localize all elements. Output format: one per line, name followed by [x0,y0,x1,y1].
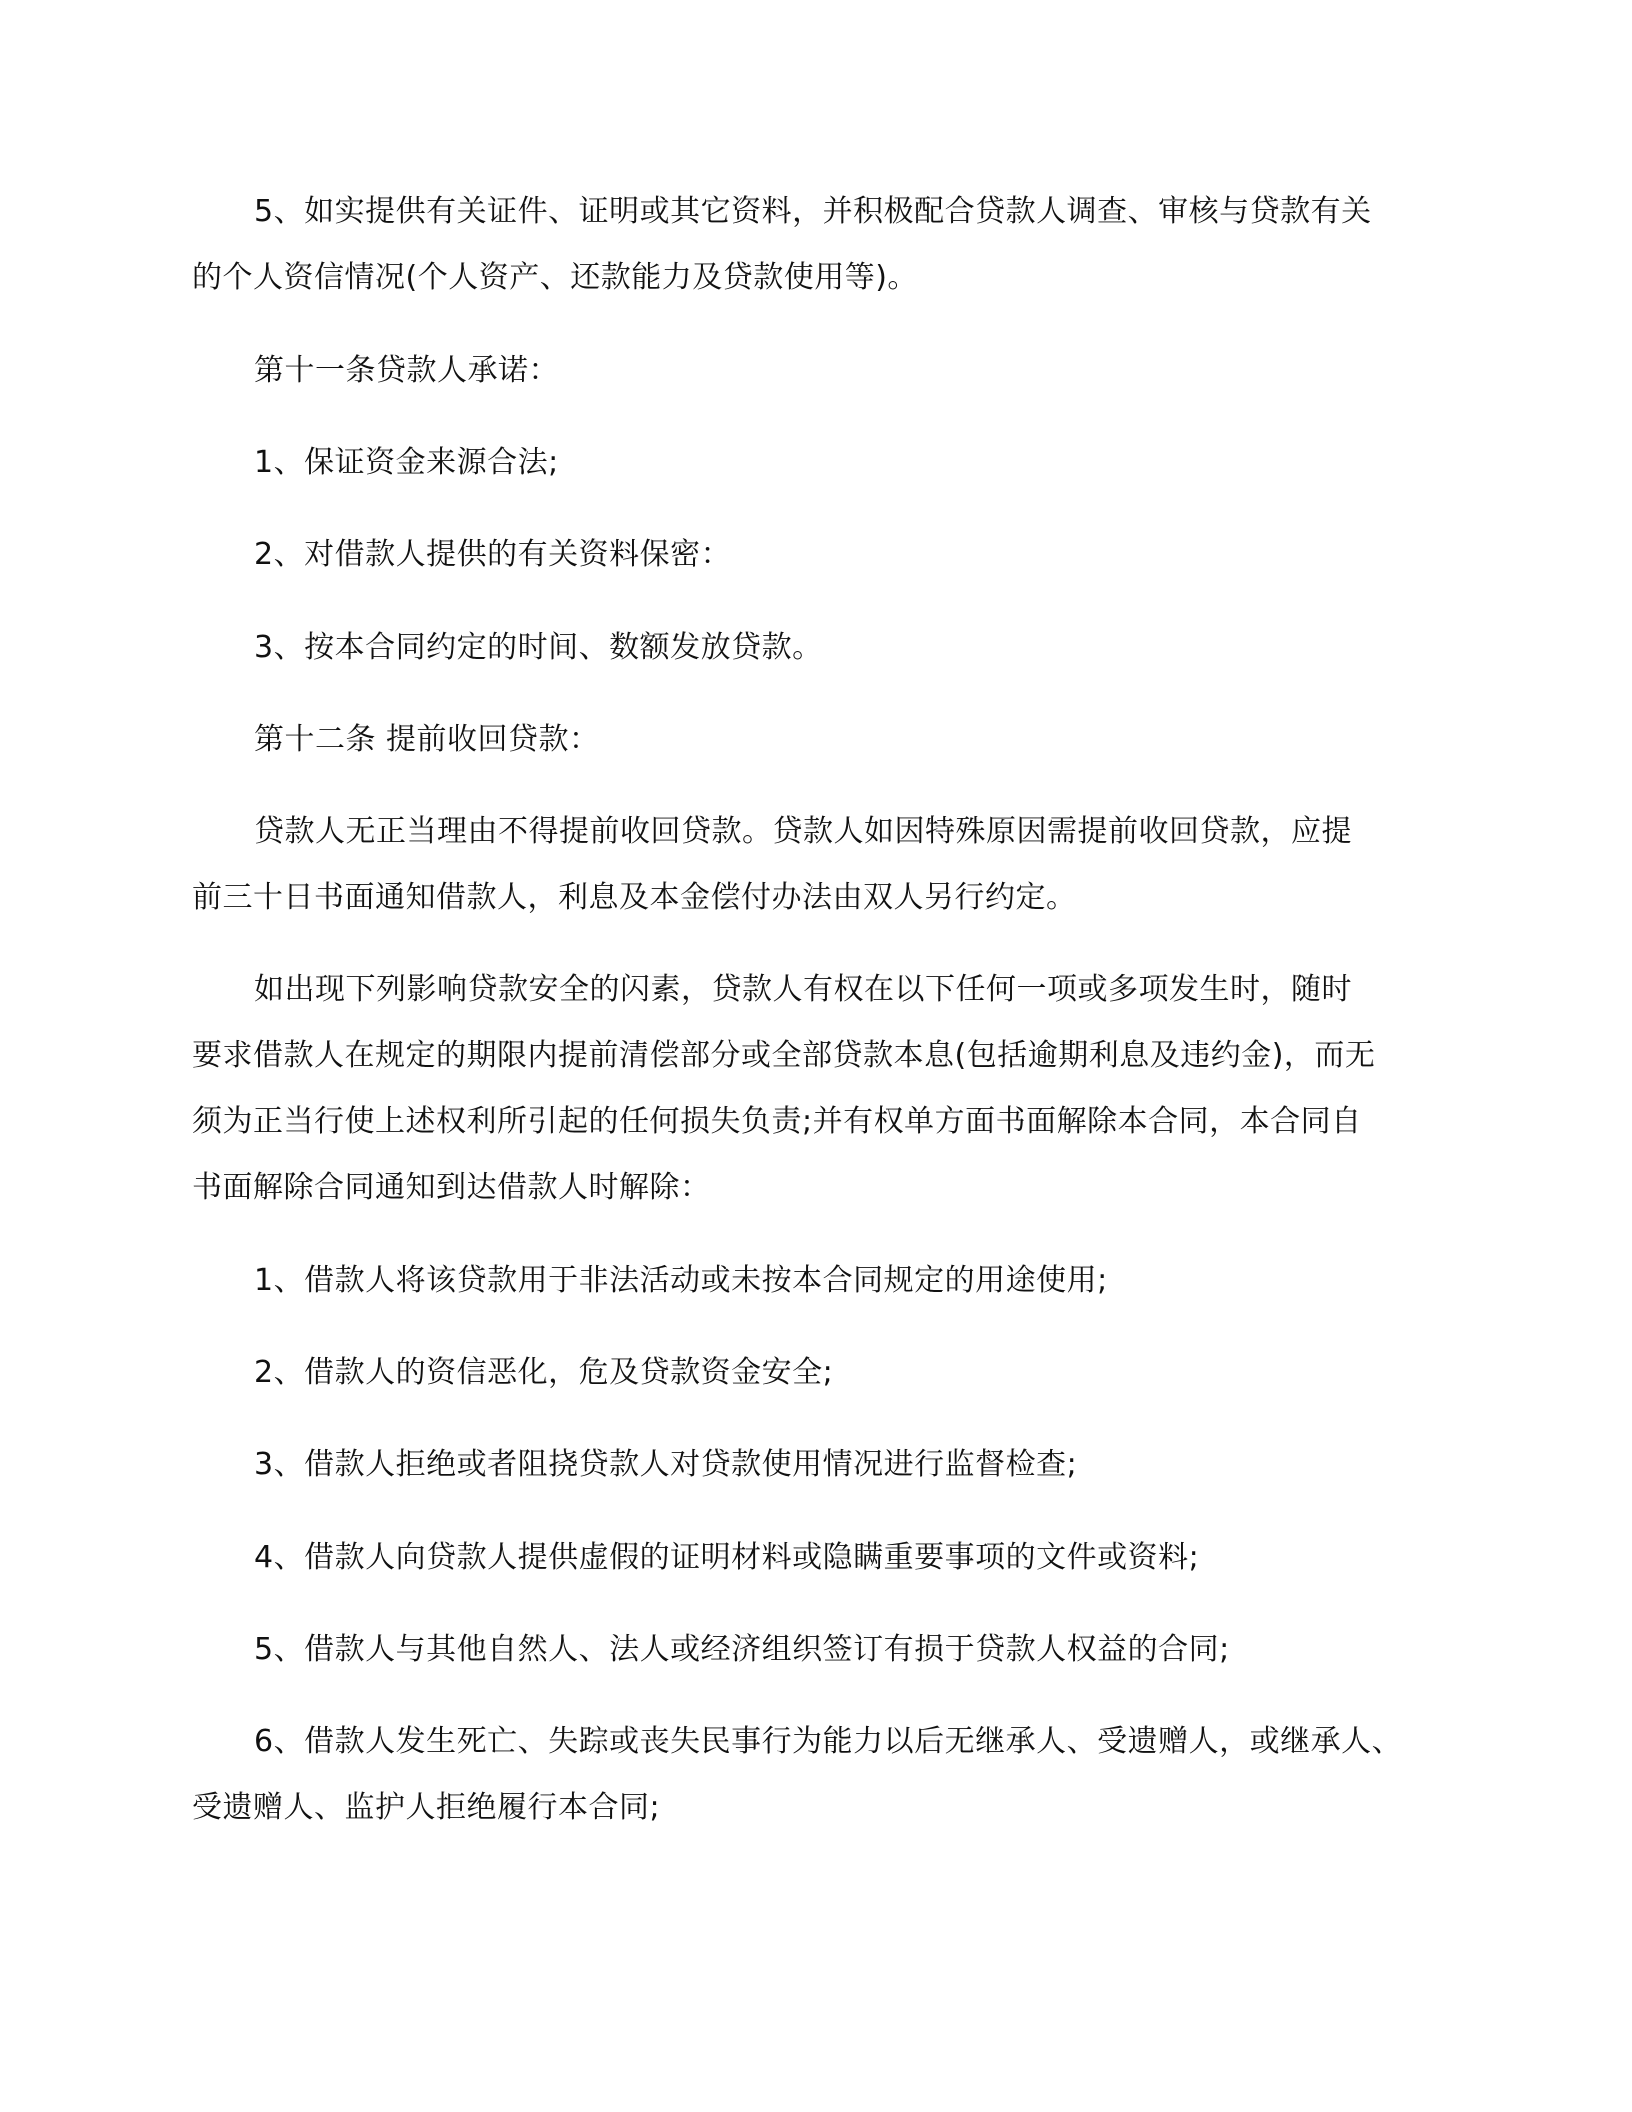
condition-item-1: 1、借款人将该贷款用于非法活动或未按本合同规定的用途使用; [254,1263,1108,1298]
article-12-para-2-line-4: 书面解除合同通知到达借款人时解除： [192,1170,711,1205]
condition-item-2: 2、借款人的资信恶化，危及贷款资金安全; [254,1355,834,1390]
article-11-item-2: 2、对借款人提供的有关资料保密： [254,537,732,572]
article-12-heading: 第十二条 提前收回贷款： [254,722,600,757]
article-12-para-2-line-3: 须为正当行使上述权利所引起的任何损失负责;并有权单方面书面解除本合同，本合同自 [192,1104,1362,1139]
article-11-item-3: 3、按本合同约定的时间、数额发放贷款。 [254,630,823,665]
condition-item-3: 3、借款人拒绝或者阻挠贷款人对贷款使用情况进行监督检查; [254,1447,1078,1482]
article-11-item-1: 1、保证资金来源合法; [254,445,559,480]
article-12-para-1-line-1: 贷款人无正当理由不得提前收回贷款。贷款人如因特殊原因需提前收回贷款，应提 [254,814,1352,849]
condition-item-4: 4、借款人向贷款人提供虚假的证明材料或隐瞒重要事项的文件或资料; [254,1540,1200,1575]
clause-5-line-1: 5、如实提供有关证件、证明或其它资料，并积极配合贷款人调查、审核与贷款有关 [254,194,1372,229]
article-12-para-1-line-2: 前三十日书面通知借款人，利息及本金偿付办法由双人另行约定。 [192,880,1077,915]
clause-5-line-2: 的个人资信情况(个人资产、还款能力及贷款使用等)。 [192,260,918,295]
article-12-para-2-line-1: 如出现下列影响贷款安全的闪素，贷款人有权在以下任何一项或多项发生时，随时 [254,972,1352,1007]
article-12-para-2-line-2: 要求借款人在规定的期限内提前清偿部分或全部贷款本息(包括逾期利息及违约金)，而无 [192,1038,1376,1073]
article-11-heading: 第十一条贷款人承诺： [254,353,559,388]
condition-item-5: 5、借款人与其他自然人、法人或经济组织签订有损于贷款人权益的合同; [254,1632,1230,1667]
condition-item-6-line-1: 6、借款人发生死亡、失踪或丧失民事行为能力以后无继承人、受遗赠人，或继承人、 [254,1724,1403,1759]
condition-item-6-line-2: 受遗赠人、监护人拒绝履行本合同; [192,1790,661,1825]
